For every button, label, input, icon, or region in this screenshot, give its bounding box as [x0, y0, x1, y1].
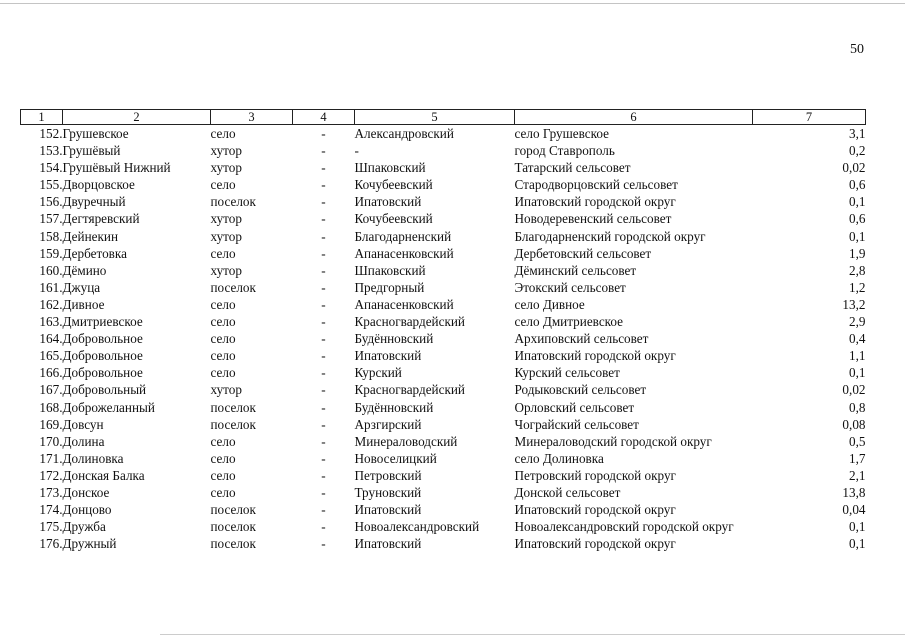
empty-column: -	[321, 126, 326, 141]
table-row	[21, 518, 866, 535]
column-header: 6	[515, 110, 753, 125]
empty-column: -	[321, 228, 326, 244]
empty-column: -	[321, 194, 326, 210]
column-header: 5	[355, 110, 515, 125]
settlement-name: Доброжеланный	[62, 399, 155, 415]
row-number: 158.	[39, 228, 63, 244]
row-number: 154.	[39, 160, 63, 176]
settlement-type: поселок	[210, 519, 256, 535]
row-number: 176.	[39, 536, 63, 552]
settlement-name: Джуца	[62, 279, 101, 295]
row-number: 155.	[39, 177, 63, 193]
area-value: 0,2	[849, 143, 866, 159]
district: Новоселицкий	[354, 450, 437, 466]
empty-column: -	[321, 502, 326, 518]
municipality: село Дивное	[514, 296, 585, 312]
district: Курский	[354, 365, 402, 381]
settlement-name: Дивное	[62, 296, 105, 312]
district: Ипатовский	[354, 348, 422, 364]
district: Шпаковский	[354, 262, 426, 278]
area-value: 0,5	[849, 433, 866, 449]
row-number: 174.	[39, 502, 63, 518]
row-number: 168.	[39, 399, 63, 415]
empty-column: -	[321, 348, 326, 364]
row-number: 169.	[39, 416, 63, 432]
empty-column: -	[321, 433, 326, 449]
settlement-name: Добровольное	[62, 365, 143, 381]
settlement-name: Долина	[62, 433, 105, 449]
table-row	[21, 210, 866, 227]
municipality: Родыковский сельсовет	[514, 382, 647, 398]
row-number: 163.	[39, 314, 63, 330]
settlement-name: Дейнекин	[62, 228, 118, 244]
settlement-name: Дербетовка	[62, 245, 127, 261]
settlement-type: село	[210, 450, 236, 466]
row-number: 159.	[39, 245, 63, 261]
empty-column: -	[321, 262, 326, 278]
settlement-name: Добровольное	[62, 348, 143, 364]
column-header: 1	[21, 110, 63, 125]
empty-column: -	[321, 536, 326, 552]
district: Благодарненский	[354, 228, 452, 244]
settlement-name: Дмитриевское	[62, 314, 143, 330]
settlement-name: Донцово	[62, 502, 112, 518]
area-value: 0,1	[849, 536, 866, 552]
district: Красногвардейский	[354, 314, 465, 330]
row-number: 170.	[39, 433, 63, 449]
municipality: Ипатовский городской округ	[514, 536, 676, 552]
area-value: 0,02	[842, 382, 866, 398]
page-number: 50	[850, 42, 864, 57]
municipality: Архиповский сельсовет	[514, 331, 649, 347]
empty-column: -	[321, 279, 326, 295]
empty-column: -	[321, 519, 326, 535]
area-value: 0,04	[842, 502, 866, 518]
area-value: 1,9	[849, 245, 866, 261]
empty-column: -	[321, 160, 326, 176]
municipality: Орловский сельсовет	[514, 399, 635, 415]
row-number: 171.	[39, 450, 63, 466]
district: Петровский	[354, 467, 422, 483]
area-value: 0,6	[849, 211, 866, 227]
column-header: 3	[211, 110, 293, 125]
area-value: 0,6	[849, 177, 866, 193]
table-row	[21, 245, 866, 262]
district: Будённовский	[354, 331, 434, 347]
municipality: Дёминский сельсовет	[514, 262, 637, 278]
empty-column: -	[321, 296, 326, 312]
table-row	[21, 262, 866, 279]
column-header: 2	[63, 110, 211, 125]
empty-column: -	[321, 211, 326, 227]
table-row	[21, 484, 866, 501]
district: Апанасенковский	[354, 245, 454, 261]
table-row	[21, 535, 866, 552]
settlement-type: село	[210, 296, 236, 312]
municipality: город Ставрополь	[514, 143, 615, 159]
table-row	[21, 176, 866, 193]
district: Ипатовский	[354, 194, 422, 210]
municipality: Курский сельсовет	[514, 365, 620, 381]
row-number: 153.	[39, 143, 63, 159]
settlement-type: село	[210, 348, 236, 364]
district: Ипатовский	[354, 536, 422, 552]
settlement-type: село	[210, 177, 236, 193]
settlement-type: поселок	[210, 502, 256, 518]
row-number: 162.	[39, 296, 63, 312]
district: Красногвардейский	[354, 382, 465, 398]
settlement-type: хутор	[210, 143, 242, 159]
table-body	[21, 125, 866, 553]
settlement-name: Добровольный	[62, 382, 147, 398]
settlement-type: хутор	[210, 228, 242, 244]
settlement-type: хутор	[210, 160, 242, 176]
table-row	[21, 279, 866, 296]
empty-column: -	[321, 314, 326, 330]
row-number: 165.	[39, 348, 63, 364]
row-number: 175.	[39, 519, 63, 535]
municipality: Этокский сельсовет	[514, 279, 626, 295]
settlement-name: Дворцовское	[62, 177, 135, 193]
row-number: 166.	[39, 365, 63, 381]
municipality: Татарский сельсовет	[514, 160, 631, 176]
municipality: Минераловодский городской округ	[514, 433, 712, 449]
empty-column: -	[321, 365, 326, 381]
column-header: 7	[753, 110, 866, 125]
row-number: 160.	[39, 262, 63, 278]
municipality: Стародворцовский сельсовет	[514, 177, 678, 193]
district: Ипатовский	[354, 502, 422, 518]
area-value: 2,9	[849, 314, 866, 330]
area-value: 1,1	[849, 348, 866, 364]
settlement-type: хутор	[210, 262, 242, 278]
empty-column: -	[321, 382, 326, 398]
settlement-type: поселок	[210, 279, 256, 295]
municipality: Донской сельсовет	[514, 484, 621, 500]
table-row	[21, 433, 866, 450]
settlement-type: село	[210, 365, 236, 381]
empty-column: -	[321, 450, 326, 466]
area-value: 1,7	[849, 450, 866, 466]
settlement-type: поселок	[210, 399, 256, 415]
row-number: 173.	[39, 484, 63, 500]
settlement-name: Дружный	[62, 536, 117, 552]
row-number: 157.	[39, 211, 63, 227]
row-number: 167.	[39, 382, 63, 398]
empty-column: -	[321, 177, 326, 193]
settlement-type: хутор	[210, 211, 242, 227]
area-value: 0,1	[849, 228, 866, 244]
settlement-type: село	[210, 314, 236, 330]
district: Александровский	[354, 126, 454, 141]
column-header: 4	[293, 110, 355, 125]
settlement-name: Грушёвый	[62, 143, 121, 159]
settlement-name: Грушевское	[62, 126, 129, 141]
row-number: 156.	[39, 194, 63, 210]
area-value: 0,1	[849, 519, 866, 535]
table-row	[21, 125, 866, 143]
table-row	[21, 416, 866, 433]
district: Минераловодский	[354, 433, 458, 449]
district: Будённовский	[354, 399, 434, 415]
table-row	[21, 313, 866, 330]
table-row	[21, 364, 866, 381]
area-value: 0,4	[849, 331, 866, 347]
settlement-name: Донское	[62, 484, 110, 500]
empty-column: -	[321, 484, 326, 500]
table-row	[21, 193, 866, 210]
row-number: 172.	[39, 467, 63, 483]
settlement-type: село	[210, 467, 236, 483]
area-value: 2,1	[849, 467, 866, 483]
municipality: Дербетовский сельсовет	[514, 245, 652, 261]
empty-column: -	[321, 399, 326, 415]
table-row	[21, 450, 866, 467]
settlement-name: Грушёвый Нижний	[62, 160, 171, 176]
municipality: село Долиновка	[514, 450, 604, 466]
municipality: село Дмитриевское	[514, 314, 624, 330]
table-row	[21, 330, 866, 347]
settlement-type: село	[210, 331, 236, 347]
scan-line-top	[0, 3, 905, 4]
area-value: 13,8	[842, 484, 866, 500]
table-row	[21, 228, 866, 245]
municipality: Петровский городской округ	[514, 467, 676, 483]
district: -	[354, 143, 359, 159]
district: Арзгирский	[354, 416, 422, 432]
settlement-type: село	[210, 245, 236, 261]
settlement-type: поселок	[210, 536, 256, 552]
district: Шпаковский	[354, 160, 426, 176]
area-value: 0,8	[849, 399, 866, 415]
municipality: Ипатовский городской округ	[514, 348, 676, 364]
district: Апанасенковский	[354, 296, 454, 312]
area-value: 2,8	[849, 262, 866, 278]
table-row	[21, 467, 866, 484]
municipality: Новодеревенский сельсовет	[514, 211, 672, 227]
area-value: 3,1	[849, 126, 866, 141]
settlements-table	[20, 109, 866, 552]
area-value: 1,2	[849, 279, 866, 295]
table-header-row	[21, 110, 866, 125]
municipality: Новоалександровский городской округ	[514, 519, 734, 535]
scan-line-bottom	[160, 634, 905, 635]
row-number: 152.	[39, 126, 63, 141]
area-value: 0,1	[849, 365, 866, 381]
table-row	[21, 159, 866, 176]
settlement-type: село	[210, 484, 236, 500]
table-row	[21, 347, 866, 364]
district: Кочубеевский	[354, 211, 433, 227]
municipality: Чограйский сельсовет	[514, 416, 639, 432]
empty-column: -	[321, 331, 326, 347]
row-number: 164.	[39, 331, 63, 347]
settlement-type: поселок	[210, 194, 256, 210]
municipality: Ипатовский городской округ	[514, 194, 676, 210]
district: Кочубеевский	[354, 177, 433, 193]
municipality: Благодарненский городской округ	[514, 228, 706, 244]
district: Новоалександровский	[354, 519, 480, 535]
settlement-name: Добровольное	[62, 331, 143, 347]
table-row	[21, 399, 866, 416]
settlement-type: поселок	[210, 416, 256, 432]
table-row	[21, 296, 866, 313]
empty-column: -	[321, 467, 326, 483]
table-row	[21, 142, 866, 159]
empty-column: -	[321, 416, 326, 432]
settlement-name: Двуречный	[62, 194, 126, 210]
settlement-type: хутор	[210, 382, 242, 398]
area-value: 13,2	[842, 296, 866, 312]
empty-column: -	[321, 143, 326, 159]
settlement-name: Дегтяревский	[62, 211, 140, 227]
empty-column: -	[321, 245, 326, 261]
municipality: село Грушевское	[514, 126, 610, 141]
table-row	[21, 381, 866, 398]
settlement-name: Довсун	[62, 416, 104, 432]
settlement-name: Дружба	[62, 519, 106, 535]
row-number: 161.	[39, 279, 63, 295]
settlement-type: село	[210, 433, 236, 449]
settlement-type: село	[210, 126, 236, 141]
settlement-name: Долиновка	[62, 450, 124, 466]
municipality: Ипатовский городской округ	[514, 502, 676, 518]
settlement-name: Донская Балка	[62, 467, 145, 483]
area-value: 0,1	[849, 194, 866, 210]
area-value: 0,08	[842, 416, 866, 432]
district: Предгорный	[354, 279, 425, 295]
area-value: 0,02	[842, 160, 866, 176]
table-row	[21, 501, 866, 518]
district: Труновский	[354, 484, 422, 500]
settlement-name: Дёмино	[62, 262, 107, 278]
